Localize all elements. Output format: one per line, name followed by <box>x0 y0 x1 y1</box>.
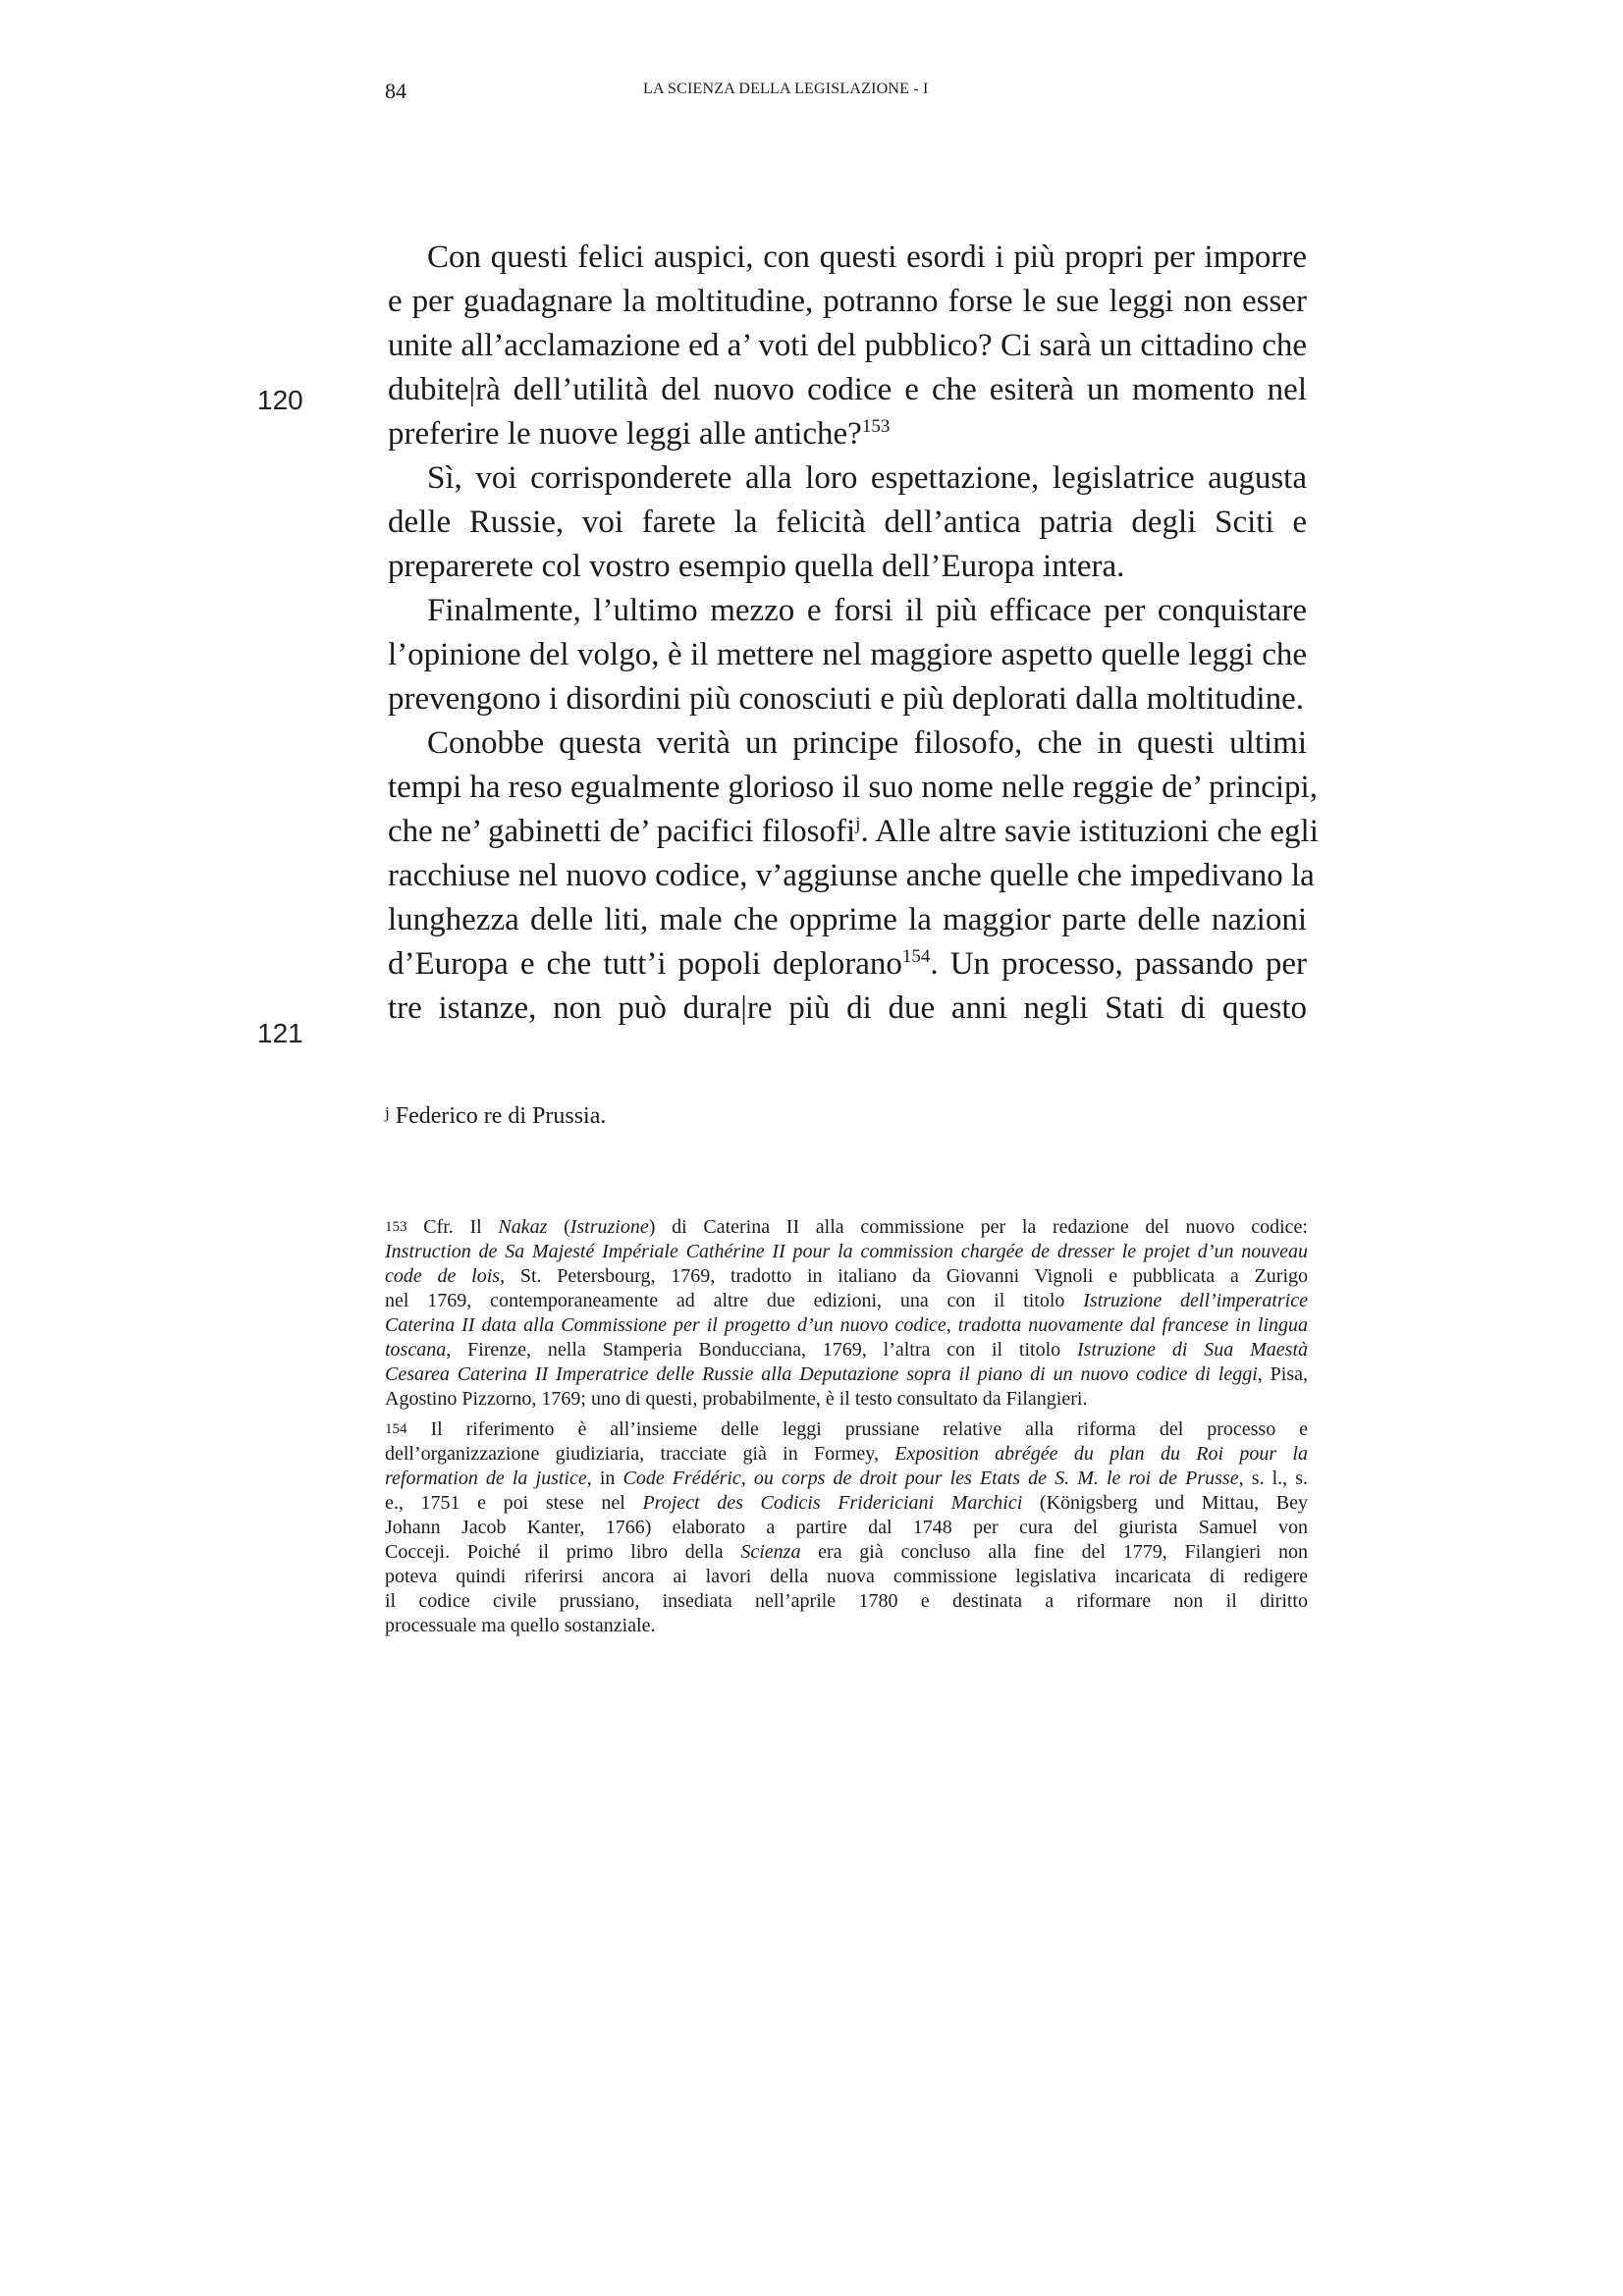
footnote-line <box>385 1417 1308 1442</box>
italic-title: Istruzione di Sua Maestà <box>1077 1339 1308 1361</box>
footnote-line <box>385 1215 1308 1240</box>
footnote-153 <box>385 1215 1308 1412</box>
text-line: preparerete col vostro esempio quella dell’Europa intera. <box>388 549 1125 584</box>
text-fragment: . Un processo, passando per <box>930 946 1307 982</box>
footnote-line <box>385 1338 1308 1362</box>
running-head: LA SCIENZA DELLA LEGISLAZIONE - I <box>643 80 929 97</box>
text-fragment: che ne’ gabinetti de’ pacifici filosofi <box>388 814 856 849</box>
italic-title: Instruction de Sa Majesté Impériale Cathérine II pour la commission chargée de dresser le projet d’un nouveau <box>385 1241 1308 1262</box>
text-line <box>388 810 1319 854</box>
text-line: Conobbe questa verità un principe filosofo, che in questi ultimi <box>427 725 1307 761</box>
text-fragment: Il riferimento è all’insieme delle leggi prussiane relative alla riforma del processo e <box>430 1418 1308 1440</box>
text-fragment: nel 1769, contemporaneamente ad altre due edizioni, una con il titolo <box>385 1290 1084 1311</box>
text-line: Con questi felici auspici, con questi esordi i più propri per imporre <box>427 240 1307 275</box>
text-fragment: ) di Caterina II alla commissione per la redazione del nuovo codice: <box>648 1216 1308 1238</box>
text-fragment: , Firenze, nella Stamperia Bonducciana, 1769, l’altra con il titolo <box>446 1339 1078 1361</box>
footnotes <box>385 1215 1308 1644</box>
text-fragment: e., 1751 e poi stese nel <box>385 1492 643 1514</box>
footnote-line: processuale ma quello sostanziale. <box>385 1615 656 1636</box>
italic-title: Nakaz <box>498 1216 548 1238</box>
footnote-line: Agostino Pizzorno, 1769; uno di questi, probabilmente, è il testo consultato da Filangieri. <box>385 1388 1088 1410</box>
body-text <box>388 236 1319 1031</box>
paragraph-1 <box>388 236 1307 456</box>
text-line: lunghezza delle liti, male che opprime la maggior parte delle nazioni <box>388 902 1307 937</box>
text-fragment: dell’organizzazione giudiziaria, tracciate già in Formey, <box>385 1443 895 1465</box>
footnote-number: 154 <box>385 1421 407 1437</box>
text-fragment: , Pisa, <box>1257 1363 1308 1385</box>
page-number: 84 <box>385 79 406 103</box>
text-line: tempi ha reso egualmente glorioso il suo nome nelle reggie de’ principi, <box>388 770 1318 805</box>
footnote-ref-153[interactable]: 153 <box>861 416 891 437</box>
italic-title: reformation de la justice <box>385 1468 587 1489</box>
editor-note-ref-j[interactable]: j <box>855 814 861 834</box>
text-line <box>388 942 1307 987</box>
text-line: Sì, voi corrisponderete alla loro espettazione, legislatrice augusta <box>427 460 1307 496</box>
italic-title: Istruzione dell’imperatrice <box>1083 1290 1308 1311</box>
margin-line-number-121: 121 <box>257 1018 303 1048</box>
text-fragment: era già concluso alla fine del 1779, Filangieri non <box>800 1541 1309 1563</box>
italic-title: Cesarea Caterina II Imperatrice delle Russie alla Deputazione sopra il piano di un nuovo codice di leggi <box>385 1363 1258 1385</box>
footnote-line <box>385 1264 1308 1289</box>
footnote-line <box>385 1442 1308 1467</box>
footnote-line <box>385 1313 1308 1338</box>
text-fragment: Cocceji. Poiché il primo libro della <box>385 1541 741 1563</box>
footnote-line <box>385 1289 1308 1313</box>
text-line: tre istanze, non può dura|re più di due anni negli Stati di questo <box>388 990 1307 1026</box>
italic-title: Istruzione <box>569 1216 649 1238</box>
text-fragment: (Königsberg und Mittau, Bey <box>1022 1492 1308 1514</box>
footnote-line: il codice civile prussiano, insediata nell’aprile 1780 e destinata a riformare non il diritto <box>385 1590 1308 1612</box>
text-fragment: , s. l., s. <box>1238 1468 1309 1489</box>
editor-note-mark: j <box>385 1103 390 1122</box>
italic-title: Caterina II data alla Commissione per il progetto d’un nuovo codice, tradotta nuovamente dal francese in lingua <box>385 1314 1308 1336</box>
text-line: racchiuse nel nuovo codice, v’aggiunse anche quelle che impedivano la <box>388 858 1315 893</box>
italic-title: Code Frédéric, ou corps de droit pour les Etats de S. M. le roi de Prusse <box>622 1468 1239 1489</box>
margin-line-number-120: 120 <box>257 385 303 415</box>
footnote-line: Johann Jacob Kanter, 1766) elaborato a partire dal 1748 per cura del giurista Samuel von <box>385 1517 1308 1538</box>
text-fragment: d’Europa e che tutt’i popoli deplorano <box>388 946 902 982</box>
paragraph-4 <box>388 721 1319 1031</box>
footnote-line <box>385 1467 1308 1491</box>
text-line: prevengono i disordini più conosciuti e più deplorati dalla moltitudine. <box>388 681 1304 717</box>
footnote-line <box>385 1240 1308 1264</box>
footnote-line <box>385 1491 1308 1516</box>
text-line: l’opinione del volgo, è il mettere nel maggiore aspetto quelle leggi che <box>388 637 1307 672</box>
footnote-154 <box>385 1417 1308 1638</box>
text-fragment: preferire le nuove leggi alle antiche? <box>388 416 862 452</box>
italic-title: Scienza <box>740 1541 801 1563</box>
paragraph-2 <box>388 456 1307 589</box>
footnote-line <box>385 1362 1308 1387</box>
text-line <box>388 412 1307 456</box>
text-fragment: , in <box>586 1468 623 1489</box>
footnote-ref-154[interactable]: 154 <box>901 946 931 967</box>
italic-title: Exposition abrégée du plan du Roi pour la <box>894 1443 1308 1465</box>
text-line: e per guadagnare la moltitudine, potranno forse le sue leggi non esser <box>388 284 1307 319</box>
editor-note-text: Federico re di Prussia. <box>395 1103 607 1129</box>
text-fragment: . Alle altre savie istituzioni che egli <box>860 814 1319 849</box>
text-fragment: ( <box>547 1216 570 1238</box>
editor-note <box>385 1103 606 1130</box>
footnote-number: 153 <box>385 1219 407 1235</box>
italic-title: code de lois <box>385 1265 501 1287</box>
footnote-line: poteva quindi riferirsi ancora ai lavori della nuova commissione legislativa incaricata di redigere <box>385 1566 1308 1587</box>
italic-title: Project des Codicis Fridericiani Marchici <box>642 1492 1023 1514</box>
text-line: Finalmente, l’ultimo mezzo e forsi il più efficace per conquistare <box>427 593 1307 628</box>
text-line: delle Russie, voi farete la felicità dell’antica patria degli Sciti e <box>388 505 1307 540</box>
text-fragment: , St. Petersbourg, 1769, tradotto in italiano da Giovanni Vignoli e pubblicata a Zurigo <box>500 1265 1309 1287</box>
paragraph-3 <box>388 589 1307 721</box>
italic-title: toscana <box>385 1339 447 1361</box>
text-line: unite all’acclamazione ed a’ voti del pubblico? Ci sarà un cittadino che <box>388 328 1307 363</box>
footnote-line <box>385 1540 1308 1565</box>
text-fragment: Cfr. Il <box>423 1216 499 1238</box>
text-line: dubite|rà dell’utilità del nuovo codice e che esiterà un momento nel <box>388 372 1307 407</box>
